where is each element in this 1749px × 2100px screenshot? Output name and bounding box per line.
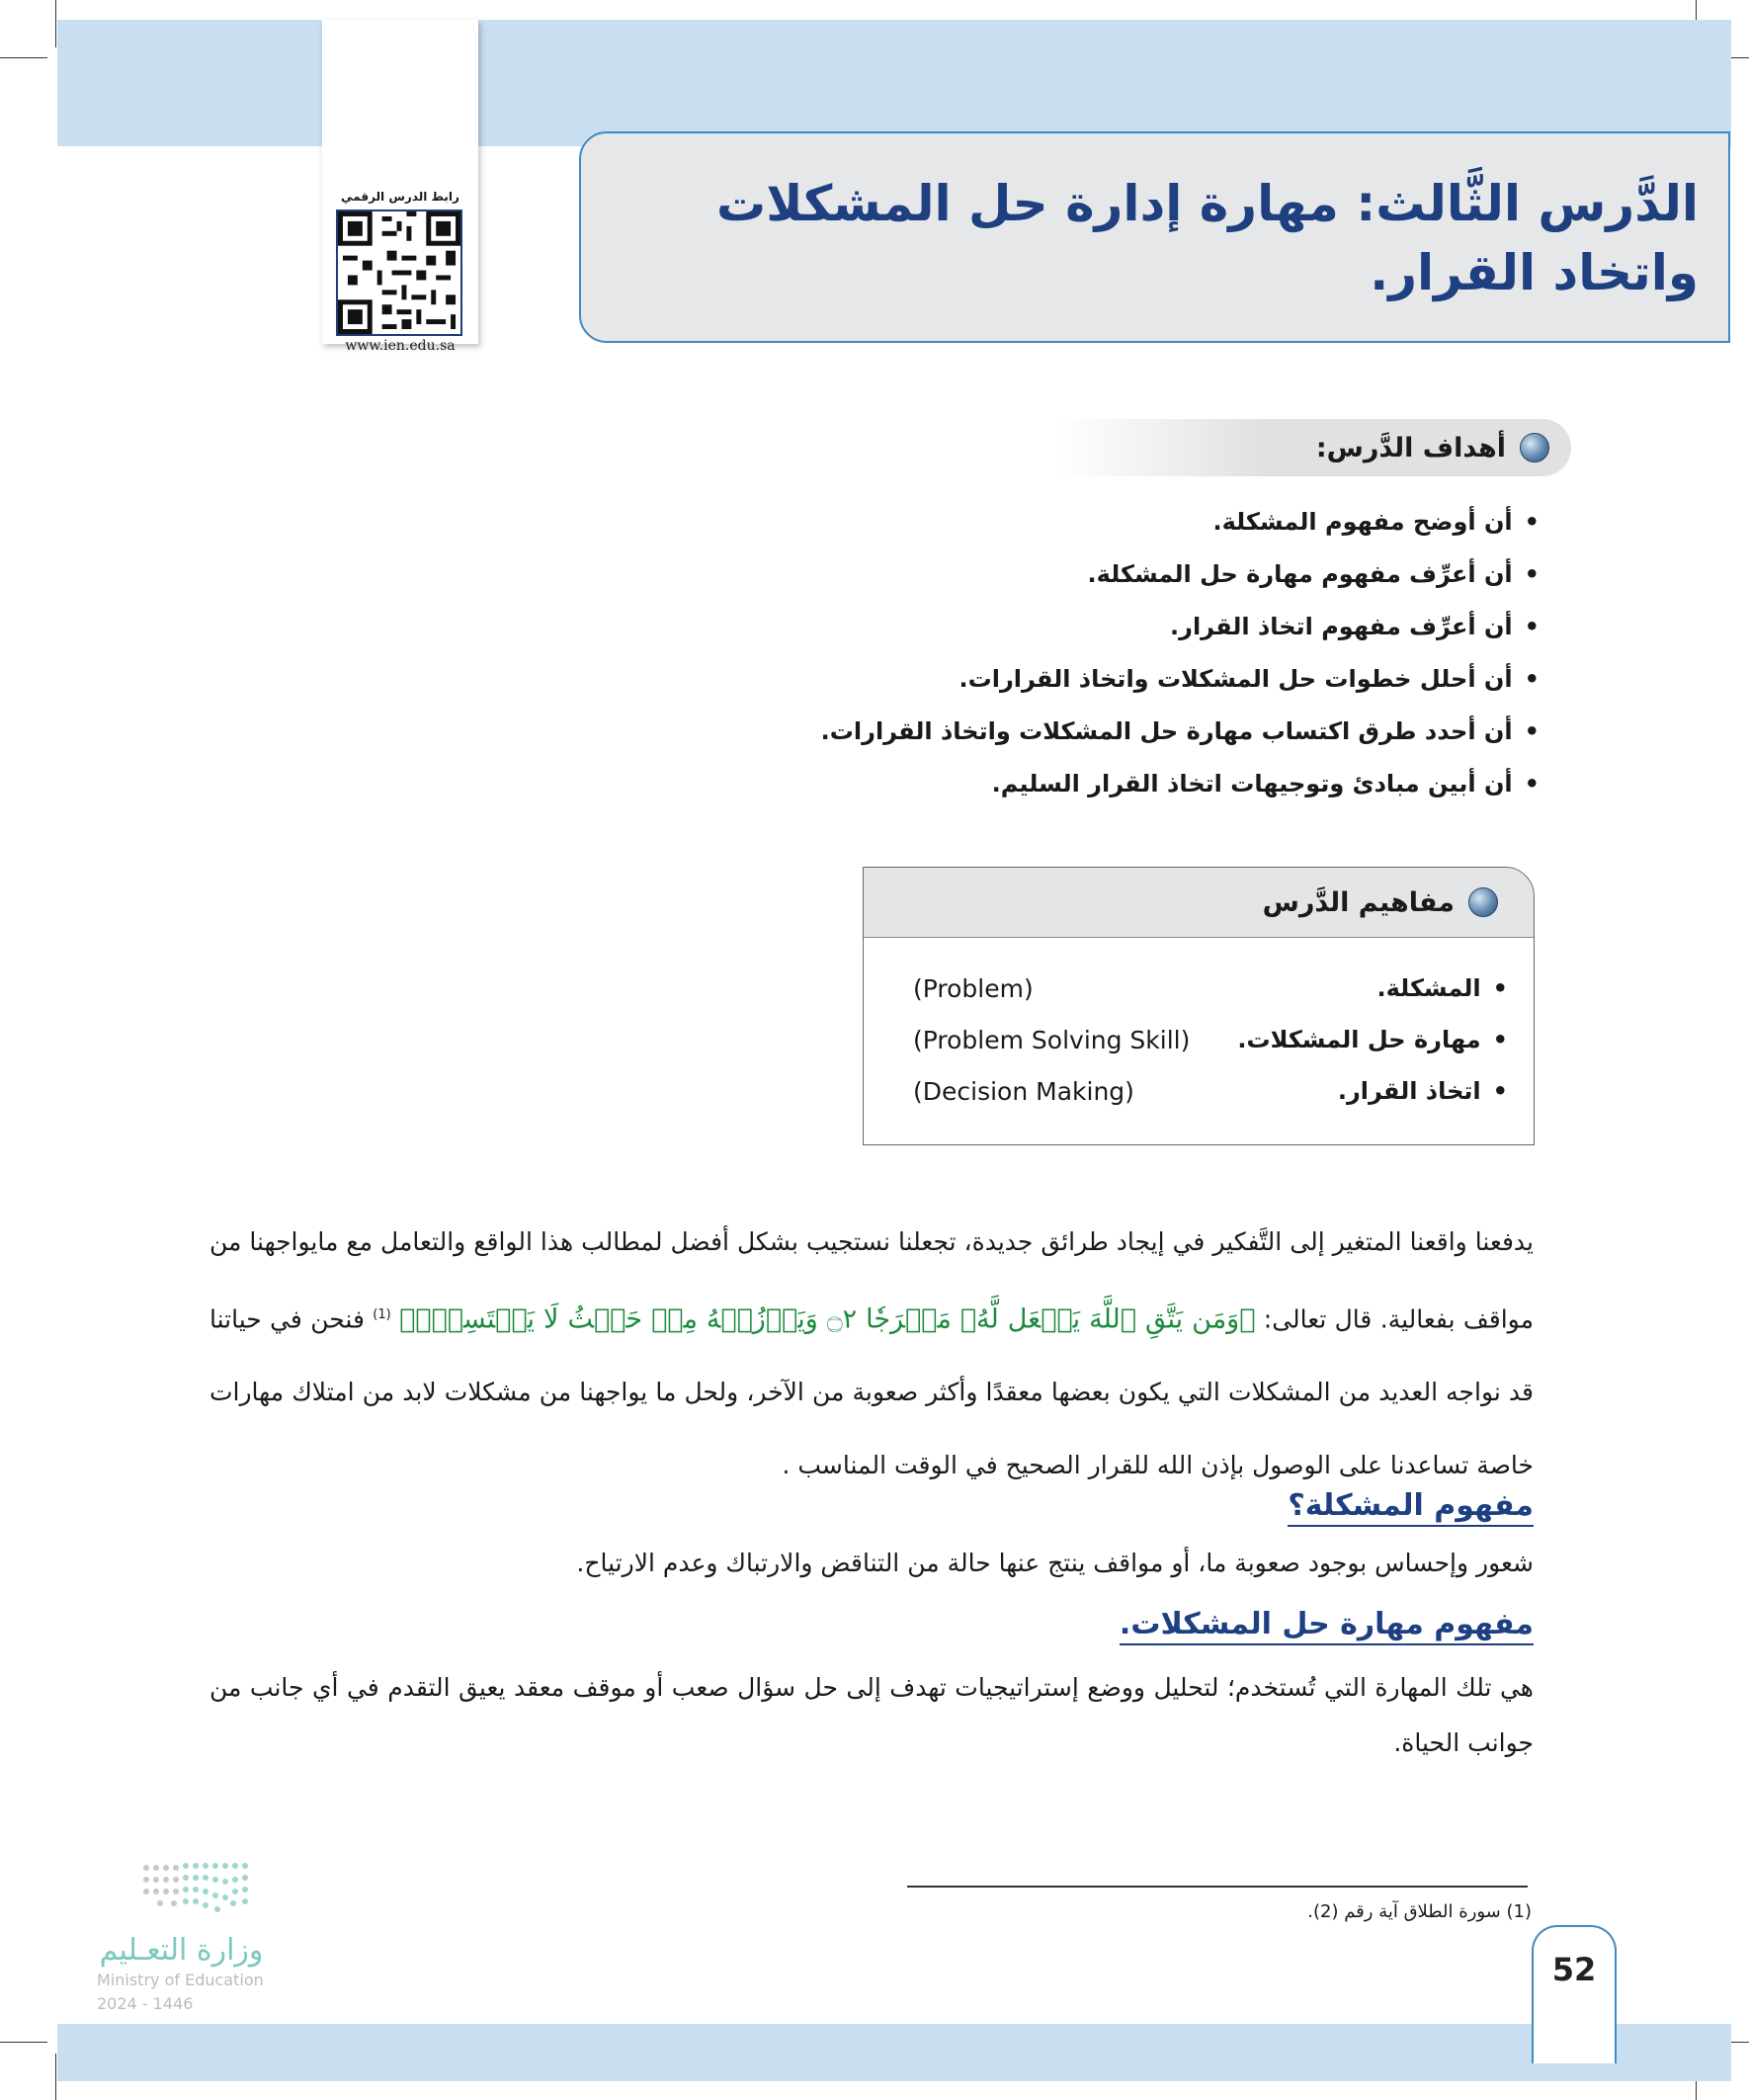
goals-heading-pill bbox=[1057, 419, 1571, 476]
page-number-tab bbox=[1532, 1925, 1617, 2063]
footnote-divider bbox=[907, 1886, 1528, 1888]
footnote: (1) سورة الطلاق آية رقم (2). bbox=[1307, 1901, 1532, 1922]
problem-concept-heading: مفهوم المشكلة؟ bbox=[1288, 1488, 1534, 1527]
skill-concept-heading: مفهوم مهارة حل المشكلات. bbox=[1120, 1607, 1534, 1645]
concept-row bbox=[864, 1077, 1534, 1127]
goals-list bbox=[821, 496, 1540, 810]
goal-item: • أن أعرِّف مفهوم اتخاذ القرار. bbox=[821, 601, 1540, 653]
problem-concept-text: شعور وإحساس بوجود صعوبة ما، أو مواقف ينتج عنها حالة من التناقض والارتباك وعدم الارتياح. bbox=[576, 1549, 1534, 1577]
intro-text-1: يدفعنا واقعنا المتغير إلى التَّفكير في إيجاد طرائق جديدة، تجعلنا نستجيب بشكل أفضل لمطالب هذا الواقع والتعامل مع مايواجهنا من مواقف بفعالية. قال تعالى: bbox=[209, 1227, 1534, 1334]
lesson-title-line1: الدَّرس الثَّالث: مهارة إدارة حل المشكلات bbox=[716, 175, 1699, 232]
concept-row bbox=[864, 1026, 1534, 1075]
concepts-box bbox=[863, 867, 1535, 1145]
crop-mark bbox=[0, 57, 47, 58]
goal-item: • أن أحلل خطوات حل المشكلات واتخاذ القرارات. bbox=[821, 653, 1540, 706]
lesson-title-box bbox=[579, 131, 1730, 343]
goals-heading: أهداف الدَّرس: bbox=[1315, 432, 1506, 463]
intro-text-2: فنحن في حياتنا قد نواجه العديد من المشكلات التي يكون بعضها معقدًا وأكثر صعوبة من الآخر، ولحل ما يواجهنا من مشكلات لابد من امتلاك مهارات خاصة تساعدنا على الوصول بإذن الله للقرار الصحيح في الوقت المناسب . bbox=[209, 1304, 1534, 1480]
ministry-dots-icon bbox=[95, 1858, 273, 1927]
qr-card[interactable] bbox=[322, 20, 478, 354]
edition-year: 2024 - 1446 bbox=[97, 1994, 194, 2013]
qr-url[interactable]: www.ien.edu.sa bbox=[345, 338, 456, 354]
goal-item: • أن أحدد طرق اكتساب مهارة حل المشكلات واتخاذ القرارات. bbox=[821, 706, 1540, 758]
crop-mark bbox=[55, 2054, 56, 2100]
goal-item: • أن أعرِّف مفهوم مهارة حل المشكلة. bbox=[821, 548, 1540, 601]
concept-ar: • اتخاذ القرار. bbox=[1338, 1077, 1508, 1105]
concepts-heading: مفاهيم الدَّرس bbox=[1262, 886, 1455, 918]
page-number: 52 bbox=[1551, 1951, 1597, 1988]
ministry-name-en: Ministry of Education bbox=[97, 1971, 264, 1989]
lesson-title bbox=[631, 169, 1699, 307]
lesson-title-line2: واتخاد القرار. bbox=[1370, 244, 1699, 301]
concept-row bbox=[864, 974, 1534, 1024]
footer-band bbox=[57, 2024, 1731, 2081]
concept-en: (Problem) bbox=[913, 974, 1034, 1003]
concepts-header bbox=[864, 868, 1534, 938]
crop-mark bbox=[0, 2042, 47, 2043]
goal-item: • أن أبين مبادئ وتوجيهات اتخاذ القرار السليم. bbox=[821, 758, 1540, 810]
header-band bbox=[57, 20, 1731, 146]
concept-en: (Decision Making) bbox=[913, 1077, 1134, 1106]
skill-concept-text: هي تلك المهارة التي تُستخدم؛ لتحليل ووضع إستراتيجيات تهدف إلى حل سؤال صعب أو موقف معقد يعيق التقدم في أي جانب من جوانب الحياة. bbox=[209, 1673, 1534, 1757]
goal-item: • أن أوضح مفهوم المشكلة. bbox=[821, 496, 1540, 548]
ministry-name-ar: وزارة التعـليم bbox=[99, 1933, 264, 1968]
ministry-logo bbox=[95, 1858, 292, 2016]
footnote-ref[interactable]: (1) bbox=[373, 1307, 391, 1322]
bullet-ball-icon bbox=[1468, 887, 1498, 917]
concept-en: (Problem Solving Skill) bbox=[913, 1026, 1191, 1054]
intro-paragraph bbox=[209, 1206, 1534, 1502]
crop-mark bbox=[55, 0, 56, 47]
concept-ar: • المشكلة. bbox=[1376, 974, 1508, 1002]
concept-ar: • مهارة حل المشكلات. bbox=[1237, 1026, 1508, 1053]
bullet-ball-icon bbox=[1520, 433, 1549, 462]
qr-code-icon[interactable] bbox=[336, 210, 462, 336]
quran-verse: ﴿وَمَن يَتَّقِ ٱللَّهَ يَجۡعَل لَّهُۥ مَخۡرَجٗا ۝٢ وَيَرۡزُقۡهُ مِنۡ حَيۡثُ لَا يَحۡتَسِبُۚ﴾ bbox=[399, 1303, 1256, 1335]
qr-label: رابط الدرس الرقمي bbox=[341, 190, 459, 204]
